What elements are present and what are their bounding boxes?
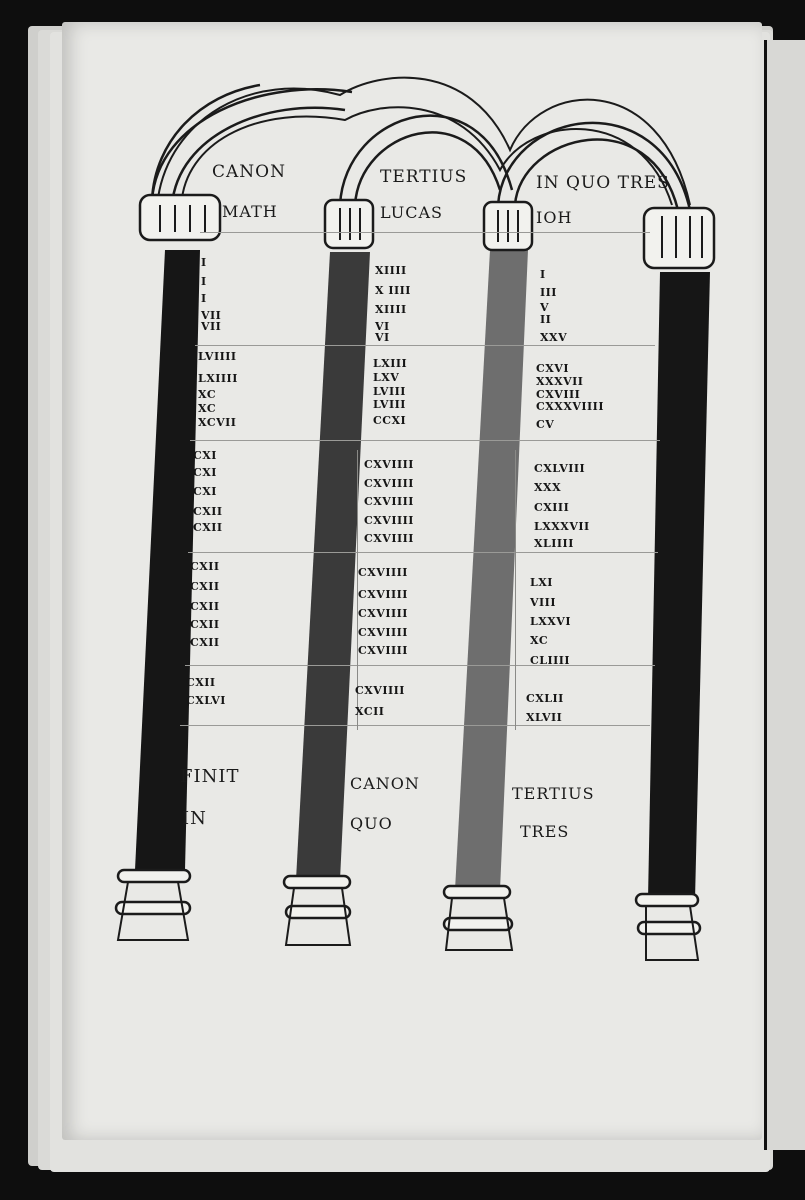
canon-number: CXVIIII	[364, 477, 414, 490]
canon-number: XXV	[540, 331, 568, 344]
column-base	[118, 870, 190, 882]
canon-number: XC	[530, 634, 549, 647]
canon-number: XC	[198, 388, 217, 401]
ruling-line	[190, 440, 660, 441]
canon-number: CXII	[190, 560, 220, 573]
canon-number: XCII	[355, 705, 385, 718]
canon-number: CXLII	[526, 692, 564, 705]
canon-number: CXVIIII	[358, 607, 408, 620]
canon-number: LXXVI	[530, 615, 571, 628]
canon-number: CXVIIII	[355, 684, 405, 697]
canon-number: CXI	[193, 466, 217, 479]
column-base	[638, 922, 700, 934]
evangelist-name: IOH	[536, 208, 573, 227]
canon-number: CXII	[186, 676, 216, 689]
column-capital	[644, 208, 714, 268]
ruling-line	[188, 552, 658, 553]
canon-number: LXIII	[373, 357, 408, 370]
canon-number: LXIIII	[198, 372, 238, 385]
canon-number: LVIII	[373, 398, 406, 411]
column-base	[284, 876, 350, 888]
canon-number: CXVIIII	[358, 644, 408, 657]
canon-number: II	[540, 313, 552, 326]
explicit-quo: QUO	[350, 814, 393, 833]
canon-number: XCVII	[198, 416, 237, 429]
explicit-tertius: TERTIUS	[512, 784, 595, 803]
ruling-line-vertical	[515, 450, 516, 730]
canon-number: X IIII	[375, 284, 411, 297]
ruling-line	[200, 232, 650, 233]
evangelist-name: LUCAS	[380, 203, 443, 222]
canon-number: I	[201, 275, 207, 288]
canon-number: CLIIII	[530, 654, 571, 667]
canon-number: CXI	[193, 485, 217, 498]
ruling-line	[180, 725, 650, 726]
column-base	[286, 906, 350, 918]
canon-number: CXII	[190, 636, 220, 649]
canon-heading-3: IN QUO TRES	[536, 173, 670, 193]
column-base	[636, 894, 698, 906]
canon-number: LXI	[530, 576, 553, 589]
canon-number: LVIII	[373, 385, 406, 398]
canon-number: CXII	[190, 580, 220, 593]
canon-number: LXXXVII	[534, 520, 590, 533]
canon-number: CXLVIII	[534, 462, 586, 475]
column-base	[444, 918, 512, 930]
canon-number: XC	[198, 402, 217, 415]
canon-number: XLIIII	[534, 537, 574, 550]
canon-number: XLVII	[526, 711, 563, 724]
column-capital	[140, 195, 220, 240]
canon-number: LXV	[373, 371, 400, 384]
explicit-tres: TRES	[520, 822, 570, 841]
canon-number: CXVIIII	[358, 626, 408, 639]
column-base	[116, 902, 190, 914]
canon-number: CXII	[193, 521, 223, 534]
explicit-canon: CANON	[350, 774, 420, 793]
column-base	[444, 886, 510, 898]
canon-number: LVIIII	[198, 350, 237, 363]
canon-number: CXVIIII	[364, 532, 414, 545]
canon-number: CXVIIII	[364, 514, 414, 527]
canon-heading-2: TERTIUS	[380, 167, 468, 187]
canon-number: I	[540, 268, 546, 281]
canon-number: CXLVI	[186, 694, 226, 707]
canon-number: CXVIIII	[364, 458, 414, 471]
canon-heading-1: CANON	[212, 162, 286, 182]
canon-number: V	[540, 301, 550, 314]
canon-number: XIIII	[375, 264, 407, 277]
column-shaft	[648, 272, 710, 900]
canon-number: I	[201, 292, 207, 305]
canon-number: XIIII	[375, 303, 407, 316]
canon-number: CXII	[193, 505, 223, 518]
ruling-line	[195, 345, 655, 346]
evangelist-name: MATH	[222, 202, 278, 221]
explicit-in: IN	[182, 808, 207, 829]
canon-number: CXII	[190, 618, 220, 631]
canon-number: CXVIIII	[358, 588, 408, 601]
canon-number: VI	[375, 320, 390, 333]
canon-number: CCXI	[373, 414, 407, 427]
canon-number: CXIII	[534, 501, 570, 514]
canon-number: CXVIII	[536, 388, 581, 401]
canon-number: CXVIIII	[358, 566, 408, 579]
canon-number: CXII	[190, 600, 220, 613]
canon-number: VII	[201, 309, 222, 322]
canon-number: I	[201, 256, 207, 269]
canon-number: XXXVII	[536, 375, 584, 388]
canon-number: CXVIIII	[364, 495, 414, 508]
canon-number: CXVI	[536, 362, 569, 375]
explicit-finit: FINIT	[180, 766, 240, 787]
canon-number: VI	[375, 331, 390, 344]
canon-number: CV	[536, 418, 555, 431]
canon-number: CXXXVIIII	[536, 400, 604, 413]
canon-number: VII	[201, 320, 222, 333]
canon-number: III	[540, 286, 557, 299]
canon-number: CXI	[193, 449, 217, 462]
ruling-line	[185, 665, 655, 666]
canon-number: VIII	[530, 596, 556, 609]
canon-number: XXX	[534, 481, 562, 494]
